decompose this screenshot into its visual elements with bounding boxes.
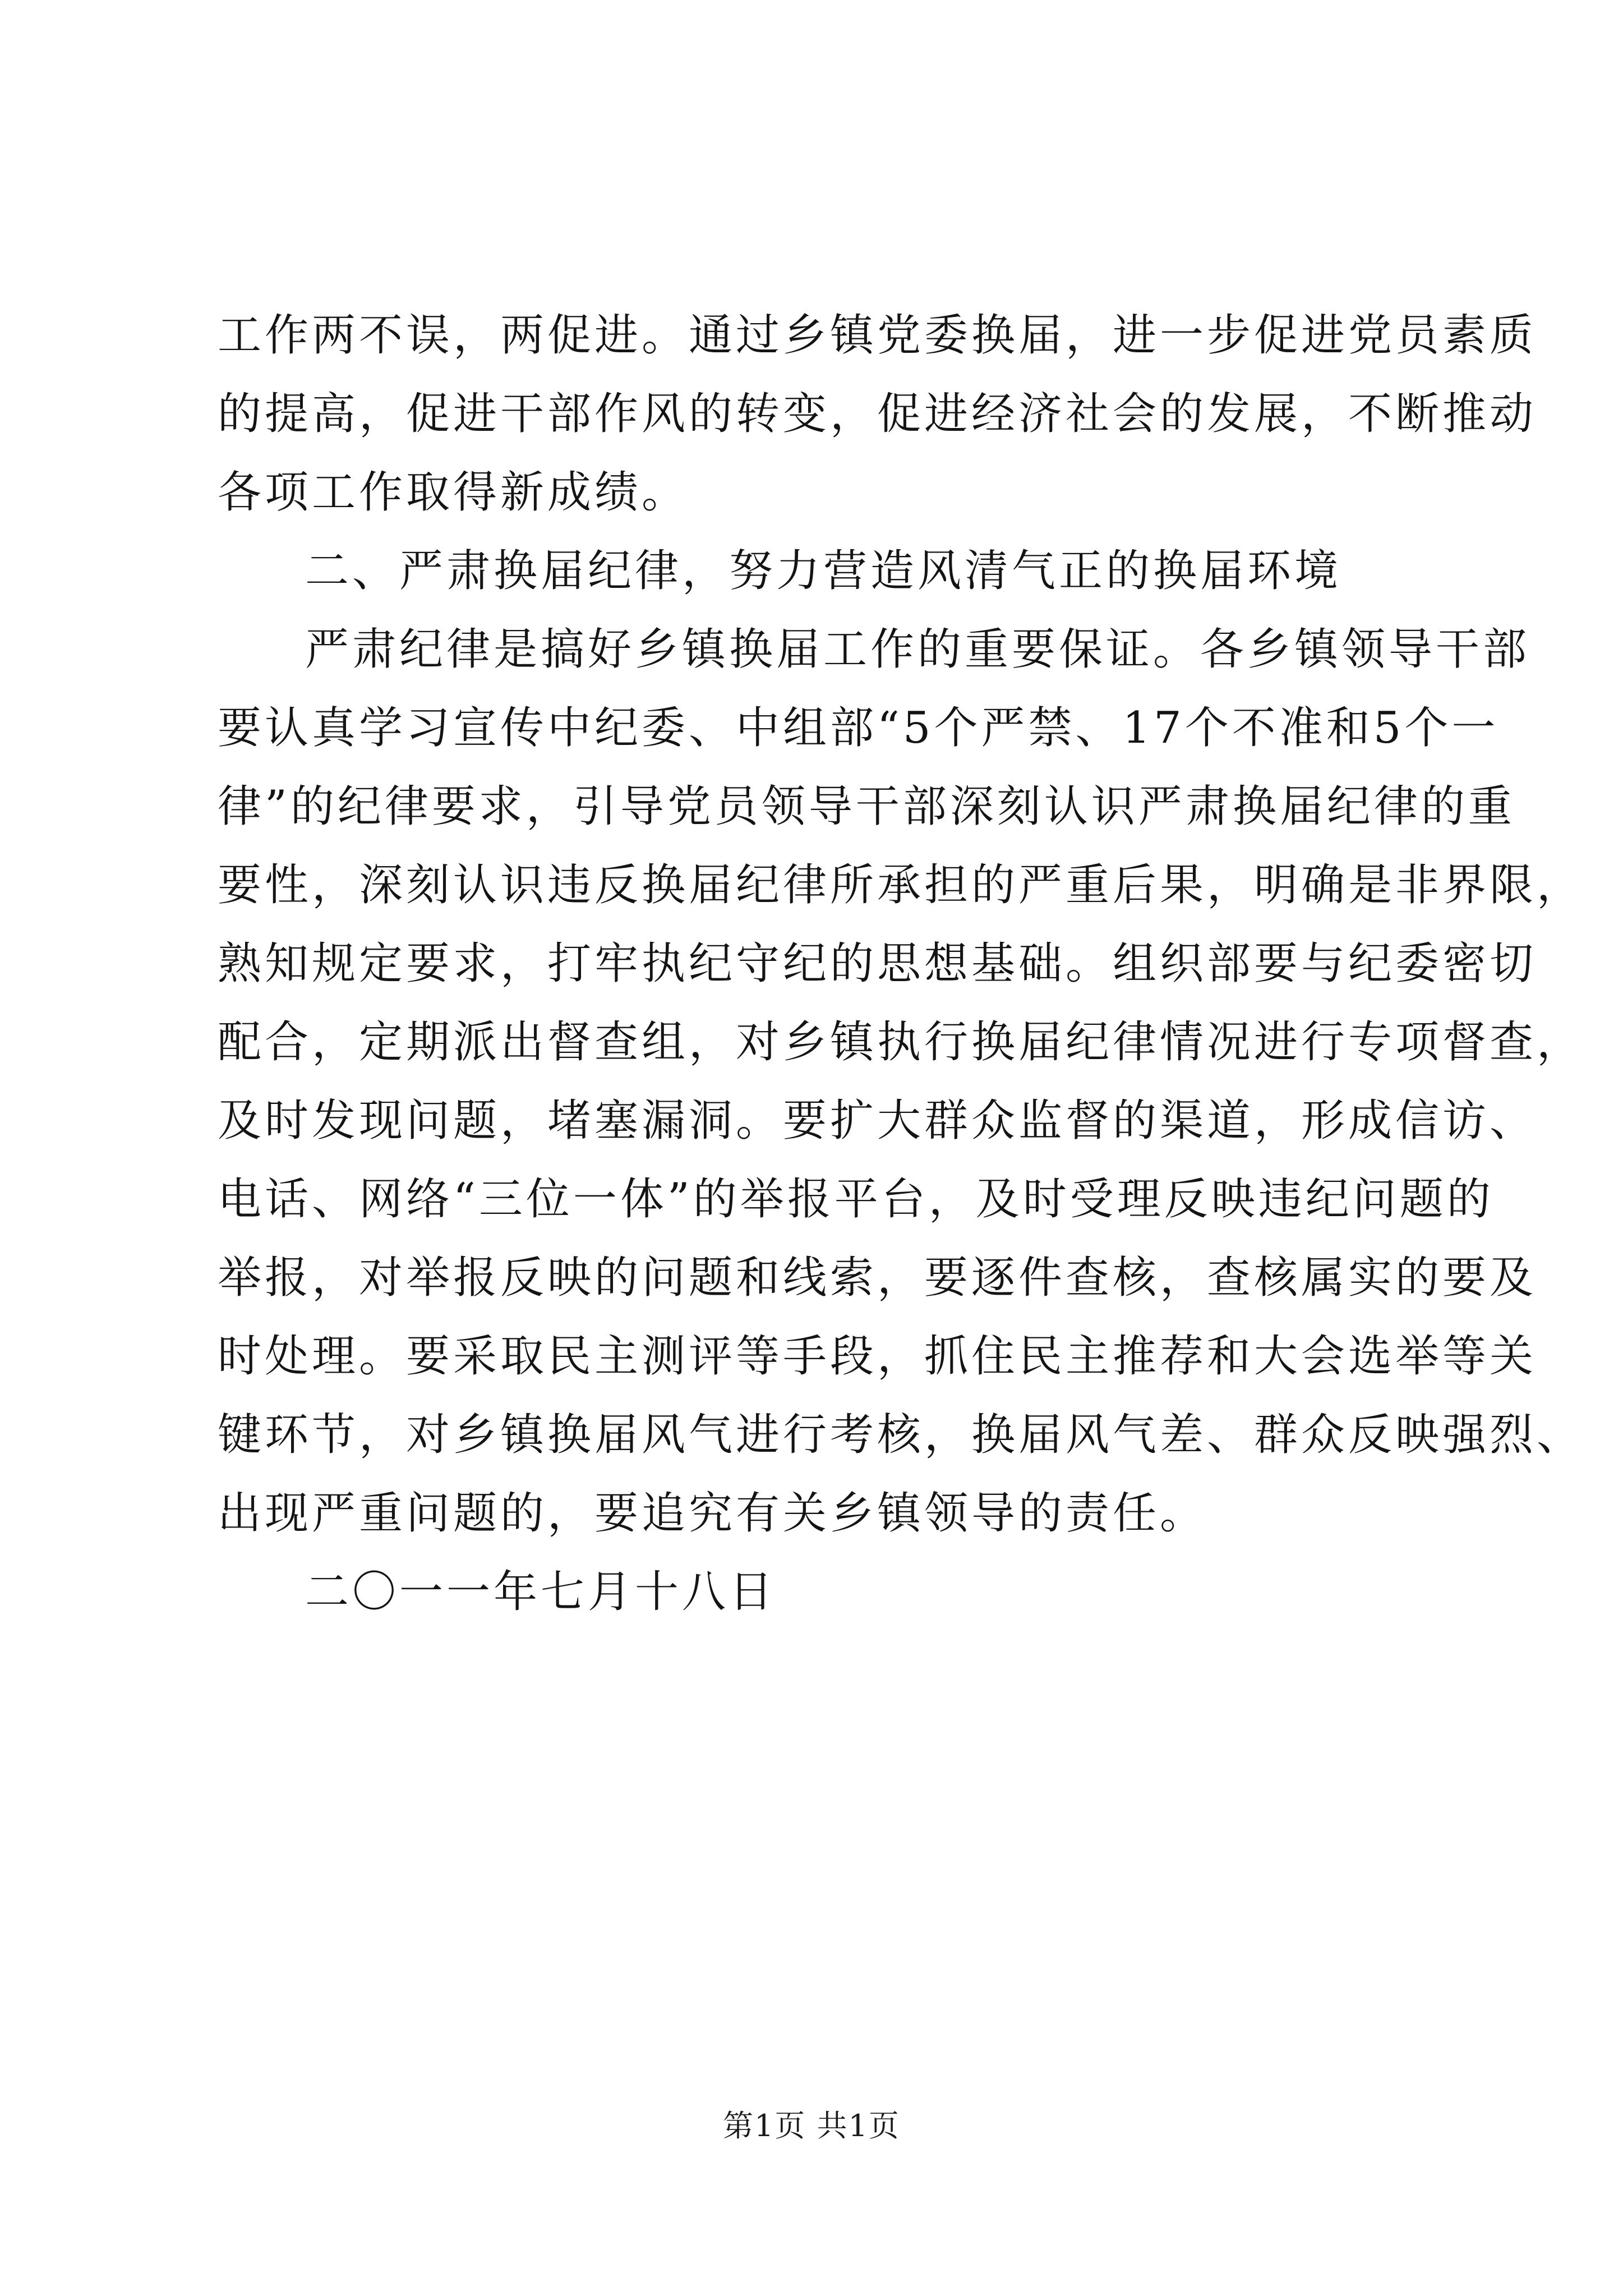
body-line: 出现严重问题的，要追究有关乡镇领导的责任。 xyxy=(218,1488,1207,1539)
body-line: 电话、网络“三位一体”的举报平台，及时受理反映违纪问题的 xyxy=(218,1174,1494,1225)
body-line: 要认真学习宣传中纪委、中组部“5个严禁、17个不准和5个一 xyxy=(218,703,1499,753)
body-line: 配合，定期派出督查组，对乡镇执行换届纪律情况进行专项督查， xyxy=(218,1017,1584,1068)
section-heading: 二、严肃换届纪律，努力营造风清气正的换届环境 xyxy=(305,546,1342,596)
page-number-footer: 第1页 共1页 xyxy=(723,2108,900,2143)
document-date: 二〇一一年七月十八日 xyxy=(305,1567,777,1617)
body-line: 时处理。要采取民主测评等手段，抓住民主推荐和大会选举等关 xyxy=(218,1331,1537,1382)
body-line: 举报，对举报反映的问题和线索，要逐件查核，查核属实的要及 xyxy=(218,1253,1537,1303)
body-line: 要性，深刻认识违反换届纪律所承担的严重后果，明确是非界限， xyxy=(218,860,1584,910)
body-line: 键环节，对乡镇换届风气进行考核，换届风气差、群众反映强烈、 xyxy=(218,1410,1584,1460)
body-line: 工作两不误，两促进。通过乡镇党委换届，进一步促进党员素质 xyxy=(218,310,1537,361)
body-line: 及时发现问题，堵塞漏洞。要扩大群众监督的渠道，形成信访、 xyxy=(218,1096,1537,1146)
body-line: 熟知规定要求，打牢执纪守纪的思想基础。组织部要与纪委密切 xyxy=(218,938,1537,989)
body-line: 律”的纪律要求，引导党员领导干部深刻认识严肃换届纪律的重 xyxy=(218,781,1515,832)
body-line: 的提高，促进干部作风的转变，促进经济社会的发展，不断推动 xyxy=(218,389,1537,439)
body-line: 严肃纪律是搞好乡镇换届工作的重要保证。各乡镇领导干部 xyxy=(305,624,1530,675)
body-line: 各项工作取得新成绩。 xyxy=(218,467,689,518)
